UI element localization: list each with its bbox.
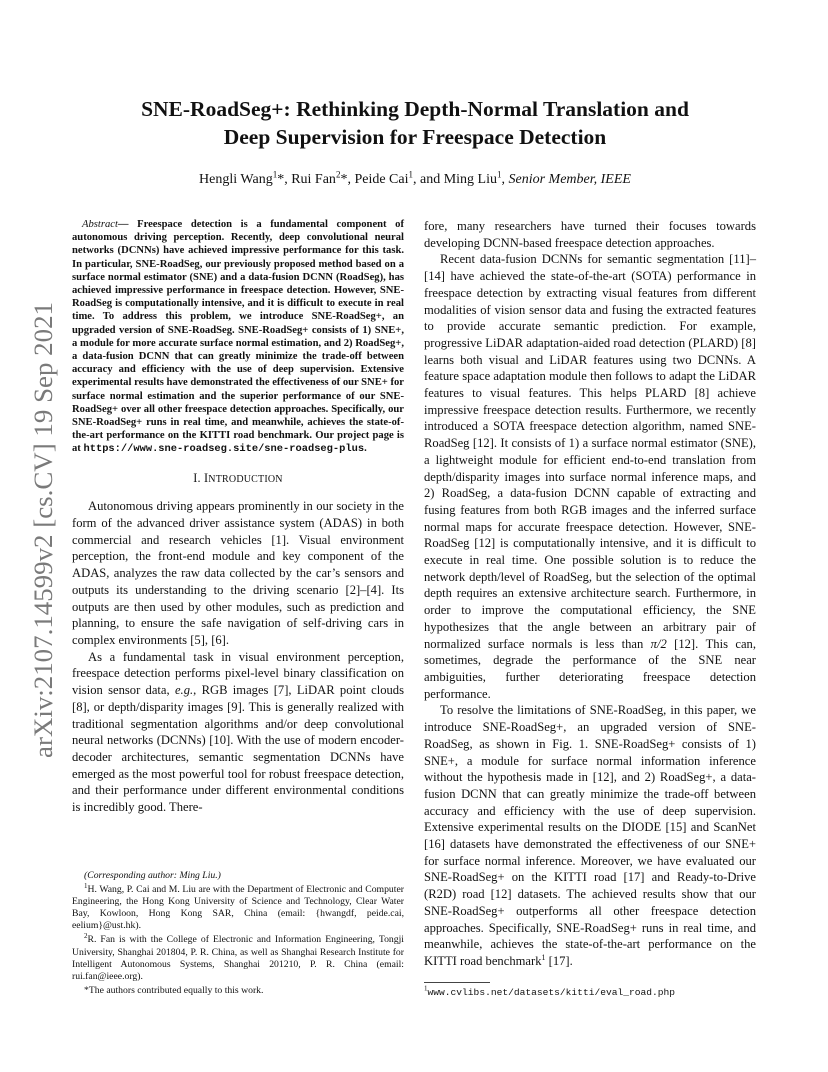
footnote-ref: 1 bbox=[541, 952, 546, 962]
corresponding-author-note: (Corresponding author: Ming Liu.) bbox=[84, 870, 221, 881]
math-pi-over-2: π/2 bbox=[650, 636, 667, 651]
footnote-rule bbox=[424, 982, 490, 983]
right-paragraph-0: fore, many researchers have turned their focuses towards developing DCNN-based freespace detection approaches. bbox=[424, 219, 756, 250]
affiliation-mark: 1 bbox=[408, 169, 413, 180]
section-rest: NTRODUCTION bbox=[208, 473, 283, 485]
author-separator: *, bbox=[277, 172, 292, 187]
affiliation-mark: 1 bbox=[496, 169, 502, 180]
paragraph-emphasis: e.g. bbox=[174, 683, 194, 698]
abstract-text: Freespace detection is a fundamental component of autonomous driving perception. Recently, deep convolutional neural networks (DCNNs) have achieved impressive performance for this task. In particular, SNE-RoadSeg, our previously proposed method based on a surface normal estimator (SNE) and a data-fusion DCNN (RoadSeg), has achieved impressive performance in freespace detection. However, SNE-RoadSeg is computationally intensive, and it is difficult to execute in real time. To address this problem, we introduce SNE-RoadSeg+, an upgraded version of SNE-RoadSeg. SNE-RoadSeg+ consists of 1) SNE+, a module for more accurate surface normal estimation, and 2) RoadSeg+, a data-fusion DCNN that can greatly minimize the trade-off between accuracy and efficiency with the use of deep supervision. Extensive experimental results have demonstrated the effectiveness of our SNE+ for surface normal estimation and the superior performance of our SNE-RoadSeg+ over all other freespace detection approaches. Specifically, our SNE-RoadSeg+ runs in real time, and meanwhile, achieves the state-of-the-art performance on the KITTI road benchmark. Our project page is at bbox=[72, 219, 405, 455]
author-separator: , and bbox=[412, 172, 444, 187]
paragraph-text: As a fundamental task in visual environment perception, freespace detection performs pixel-level binary classification on vision sensor data, bbox=[72, 649, 404, 698]
right-paragraph-1 bbox=[424, 251, 756, 702]
paper-title bbox=[120, 95, 710, 151]
footnote-affiliation-1 bbox=[72, 881, 404, 932]
footnote-mark: 1 bbox=[424, 984, 428, 993]
kitti-url[interactable]: www.cvlibs.net/datasets/kitti/eval_road.php bbox=[427, 987, 676, 998]
author-role: Senior Member, IEEE bbox=[508, 172, 631, 187]
arxiv-side-stamp bbox=[22, 300, 62, 760]
footnote-affiliation-2 bbox=[72, 934, 404, 982]
footnote-mark: 2 bbox=[84, 932, 88, 941]
abstract bbox=[72, 218, 404, 457]
abstract-label: Abstract bbox=[82, 219, 118, 230]
author-name: Peide Cai bbox=[354, 172, 409, 187]
author-list bbox=[110, 170, 720, 190]
paragraph-text: , RGB images [7], LiDAR point clouds [8], or depth/disparity images [9]. This is generally realized with traditional segmentation algorithms and/or deep convolutional neural networks (DCNNs) [10]. With the use of modern encoder-decoder architectures, semantic segmentation DCNNs have emerged as the most powerful tool for robust freespace detection, and their performance under different environmental conditions is incredibly good. There- bbox=[72, 683, 404, 815]
title-line-2: Deep Supervision for Freespace Detection bbox=[223, 125, 607, 149]
author-name: Rui Fan bbox=[291, 172, 336, 187]
affiliation-mark: 1 bbox=[272, 169, 278, 180]
title-line-1: SNE-RoadSeg+: Rethinking Depth-Normal Translation and bbox=[141, 97, 689, 121]
left-footnotes bbox=[72, 870, 404, 999]
abstract-end: . bbox=[364, 443, 367, 455]
footnote-mark: 1 bbox=[84, 881, 88, 890]
right-footnote bbox=[424, 978, 756, 999]
paragraph-text: Recent data-fusion DCNNs for semantic segmentation [11]–[14] have achieved the state-of-the-art (SOTA) performance in freespace detection by extracting visual features from different modalities of vision sensor data and fusing the extracted features to provide accurate semantic prediction. For example, progressive LiDAR adaptation-aided road detection (PLARD) [8] learns both visual and LiDAR features using two DCNNs. A feature space adaptation module then follows to adapt the LiDAR features to visual features. This helps PLARD [8] achieve impressive freespace detection results. Furthermore, we recently introduced a SOTA freespace detection algorithm, named SNE-RoadSeg [12]. It consists of 1) a surface normal estimator (SNE), a lightweight module for efficient end-to-end translation from depth/disparity images into surface normal inference maps, and 2) RoadSeg, a data-fusion DCNN capable of extracting and fusing features from both RGB images and the inferred surface normal maps for accurate freespace detection. However, SNE-RoadSeg [12] is computationally intensive, and it is difficult to execute in real time. One possible solution is to reduce the network depth/level of RoadSeg, but the selection of the optimal depth requires an extensive architecture search. Furthermore, in order to improve the computational efficiency, the SNE hypothesizes that the angle between an arbitrary pair of normalized surface normals is less than bbox=[424, 252, 756, 651]
abstract-dash: — bbox=[117, 219, 138, 230]
section-initial: I bbox=[204, 470, 209, 485]
paragraph-text: [17]. bbox=[545, 953, 573, 968]
intro-paragraph-1: Autonomous driving appears prominently in our society in the form of the advanced driver assistance system (ADAS) in both commercial and research vehicles [1]. Visual environment perception, the front-end module and key component of the ADAS, analyzes the raw data collected by the car’s sensors and outputs its understanding to the driving scenario [2]–[4]. Its outputs are then used by other modules, such as prediction and planning, to ensure the safe navigation of self-driving cars in complex environments [5], [6]. bbox=[72, 499, 404, 647]
author-name: Ming Liu bbox=[443, 172, 497, 187]
author-separator: *, bbox=[340, 172, 355, 187]
affiliation-mark: 2 bbox=[335, 169, 341, 180]
right-column bbox=[424, 218, 756, 970]
paragraph-text: To resolve the limitations of SNE-RoadSeg, in this paper, we introduce SNE-RoadSeg+, an upgraded version of SNE-RoadSeg, as shown in Fig. 1. SNE-RoadSeg+ consists of 1) SNE+, a module for surface normal information inference without the hypothesis made in [12], and 2) RoadSeg+, a data-fusion DCNN that can greatly minimize the trade-off between accuracy and efficiency with the use of deep supervision. Extensive experimental results on the DIODE [15] and ScanNet [16] datasets have demonstrated the effectiveness of our SNE+ for surface normal inference. Moreover, we have evaluated our SNE-RoadSeg+ on the KITTI road [17] and Ready-to-Drive (R2D) road [12] datasets. The achieved results show that our SNE-RoadSeg+ outperforms all other freespace detection approaches. Specifically, SNE-RoadSeg+ runs in real time, and meanwhile, achieves the state-of-the-art performance on the KITTI road benchmark bbox=[424, 703, 756, 968]
footnote-text: R. Fan is with the College of Electronic and Information Engineering, Tongji University, Shanghai 201804, P. R. China, as well as Shanghai Research Institute for Intelligent Autonomous Systems, Shanghai 201210, P. R. China (email: rui.fan@ieee.org). bbox=[72, 934, 404, 982]
author-name: Hengli Wang bbox=[199, 172, 273, 187]
left-column bbox=[72, 218, 404, 816]
author-separator: , bbox=[501, 172, 509, 187]
section-heading-introduction bbox=[72, 470, 404, 489]
right-paragraph-2 bbox=[424, 702, 756, 969]
intro-paragraph-2 bbox=[72, 649, 404, 816]
paragraph-text: [12]. This can, sometimes, degrade the performance of the SNE near ambiguities, further deteriorating freespace detection performance. bbox=[424, 636, 756, 701]
project-url: https://www.sne-roadseg.site/sne-roadseg-plus bbox=[83, 443, 365, 456]
arxiv-identifier: arXiv:2107.14599v2 [cs.CV] 19 Sep 2021 bbox=[29, 317, 58, 758]
footnote-equal-contribution: *The authors contributed equally to this work. bbox=[84, 984, 264, 996]
footnote-text: H. Wang, P. Cai and M. Liu are with the Department of Electronic and Computer Engineering, the Hong Kong University of Science and Technology, Clear Water Bay, Kowloon, Hong Kong SAR, China (email: {hwangdf, peide.cai, eelium}@ust.hk). bbox=[72, 884, 404, 932]
section-numeral: I. bbox=[193, 470, 205, 485]
